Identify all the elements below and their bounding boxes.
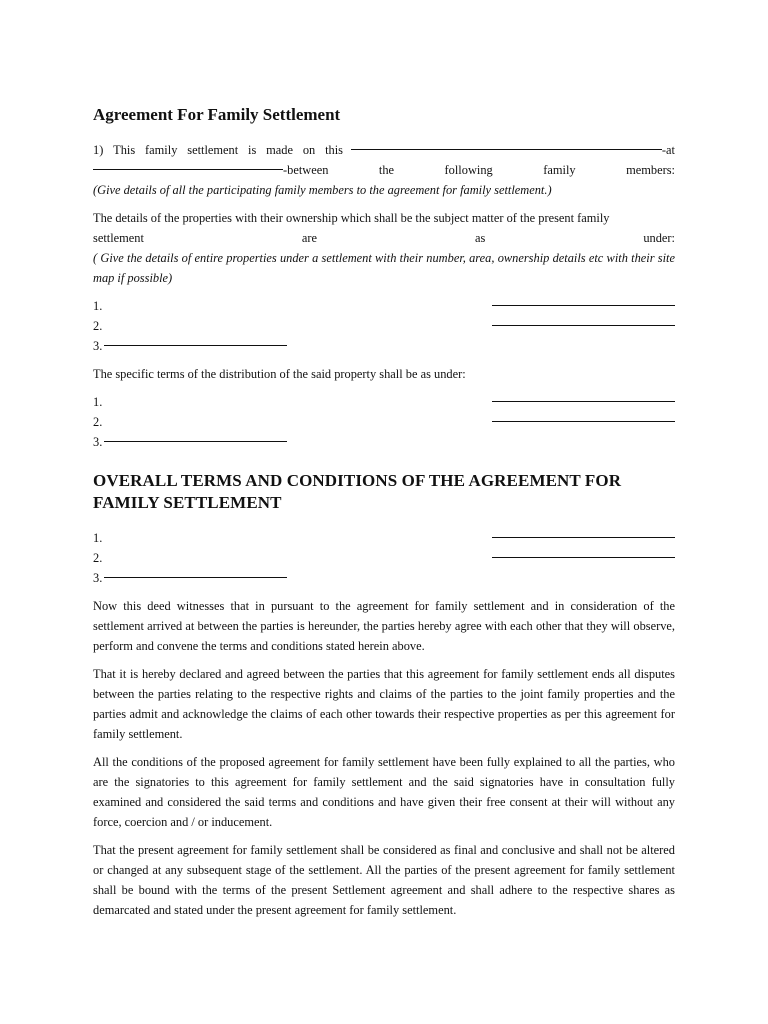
properties-note: ( Give the details of entire properties under a settlement with their number, area, ownership details etc with their site map if possible) (93, 251, 675, 285)
blank-line (104, 441, 287, 442)
distribution-text: The specific terms of the distribution of the said property shall be as under: (93, 367, 466, 381)
properties-list (93, 296, 675, 356)
overall-heading: OVERALL TERMS AND CONDITIONS OF THE AGREEMENT FOR FAMILY SETTLEMENT (93, 471, 622, 512)
body-paragraph: All the conditions of the proposed agreement for family settlement have been fully explained to all the parties, who are the signatories to this agreement for family settlement and the said signatories have in consultation fully examined and considered the said terms and conditions and have given their free consent at their will without any force, coercion and / or inducement. (93, 755, 675, 829)
blank-line (104, 345, 287, 346)
list-item: 3. (93, 568, 675, 588)
intro-at: -at (661, 143, 675, 157)
blank-line (492, 537, 675, 538)
body-paragraph: That the present agreement for family settlement shall be considered as final and conclusive and shall not be altered or changed at any subsequent stage of the settlement. All the parties of the present agreement for family settlement shall be bound with the terms of the present Settlement agreement and shall adhere to the respective shares as demarcated and stated under the present agreement for family settlement. (93, 843, 675, 917)
list-item: 1. (93, 528, 675, 548)
distribution-list (93, 392, 675, 452)
properties-line-2: settlement are as under: (93, 231, 675, 245)
list-item: 2. (93, 412, 675, 432)
intro-line-1 (93, 140, 675, 160)
members-note: (Give details of all the participating family members to the agreement for family settlement.) (93, 183, 552, 197)
blank-line (492, 305, 675, 306)
intro-line-2: -between the following family members: (93, 160, 675, 180)
list-item: 3. (93, 336, 675, 356)
document-body (93, 104, 675, 928)
list-item: 2. (93, 316, 675, 336)
list-item: 3. (93, 432, 675, 452)
intro-words: 1) This family settlement is made on this (93, 143, 343, 157)
list-item: 1. (93, 296, 675, 316)
blank-line (492, 401, 675, 402)
body-paragraph: Now this deed witnesses that in pursuant to the agreement for family settlement and in consideration of the settlement arrived at between the parties is hereunder, the parties hereby agree with each other that they will observe, perform and convene the terms and conditions stated herein above. (93, 599, 675, 653)
overall-list (93, 528, 675, 588)
blank-line (492, 421, 675, 422)
list-item: 1. (93, 392, 675, 412)
properties-text: The details of the properties with their ownership which shall be the subject matter of the present family (93, 211, 610, 225)
document-title: Agreement For Family Settlement (93, 105, 341, 124)
blank-line (492, 325, 675, 326)
place-blank (93, 169, 283, 170)
place-blank-group: -between (93, 160, 328, 180)
blank-line (104, 577, 287, 578)
body-paragraph: That it is hereby declared and agreed between the parties that this agreement for family settlement ends all disputes between the parties relating to the respective rights and claims of the parties to the joint family properties and the parties admit and acknowledge the claims of each other towards their respective properties as per this agreement for family settlement. (93, 667, 675, 741)
date-blank (351, 149, 662, 150)
blank-line (492, 557, 675, 558)
list-item: 2. (93, 548, 675, 568)
